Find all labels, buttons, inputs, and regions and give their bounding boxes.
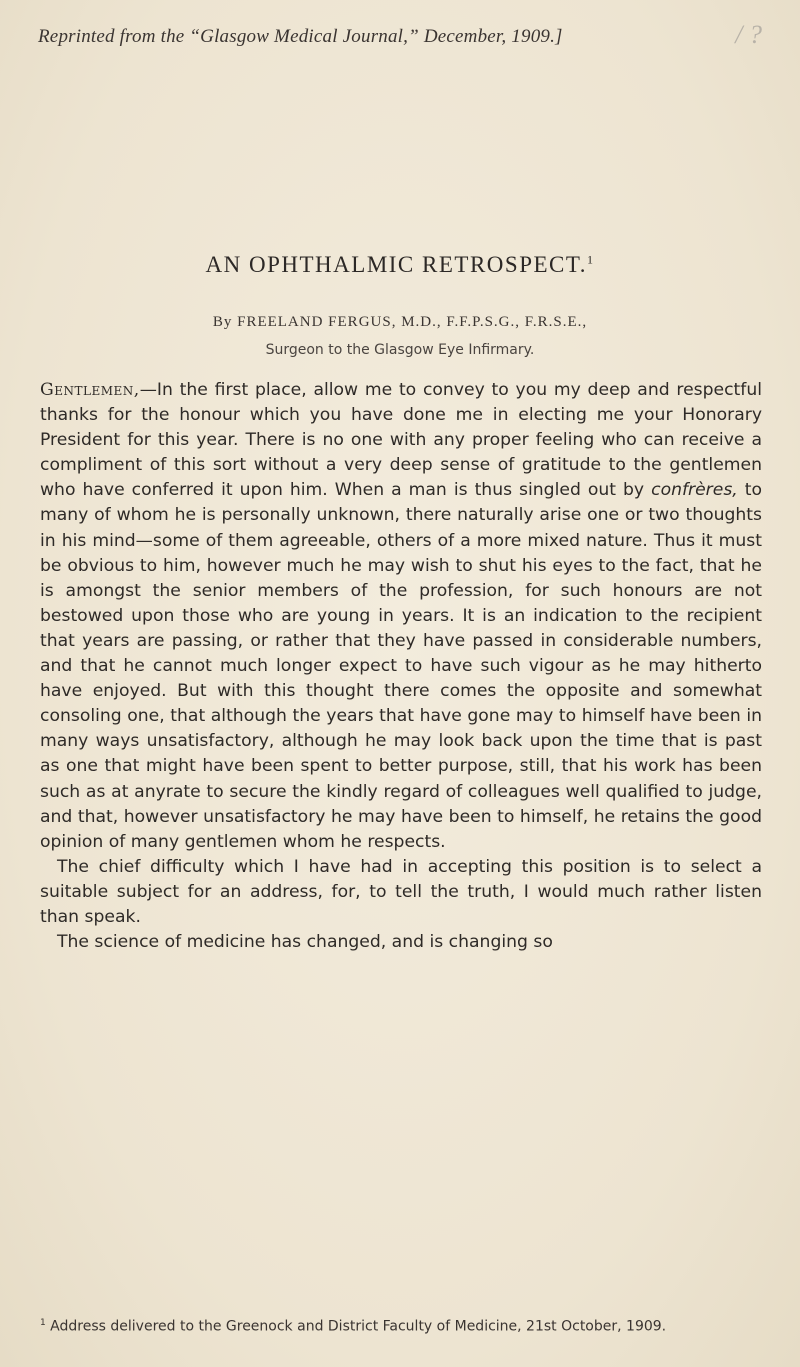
paragraph-2: The chief difficulty which I have had in accepting this position is to select a suitable subject for an address, for, to tell the truth, I would much rather listen than speak. [40, 856, 762, 927]
footnote-text: Address delivered to the Greenock and District Faculty of Medicine, 21st October, 1909. [45, 1318, 667, 1335]
title-footnote-marker: 1 [586, 252, 595, 267]
paragraph-1 [40, 378, 762, 855]
handwritten-corner-mark: / ? [735, 20, 762, 49]
paragraph-1-italic-term: confrères, [651, 480, 738, 501]
article-body [40, 378, 762, 955]
paragraph-3: The science of medicine has changed, and is changing so [57, 932, 553, 953]
article-title-text: AN OPHTHALMIC RETROSPECT. [205, 252, 587, 277]
salutation: Gentlemen, [40, 380, 140, 400]
paragraph-1-part-a: —In the first place, allow me to convey to you my deep and respectful thanks for the honour which you have done me in electing me your Honorary President for this year. There is no one with any proper feeling who can receive a compliment of this sort without a very deep sense of gratitude to the gentlemen who have conferred it upon him. When a man is thus singled out by [40, 380, 762, 501]
article-title [0, 252, 800, 278]
footnote-marker: 1 [40, 1318, 46, 1328]
author-byline: By FREELAND FERGUS, M.D., F.F.P.S.G., F.R.S.E., [212, 314, 588, 330]
footnote [40, 1314, 762, 1336]
paragraph-1-part-b: to many of whom he is personally unknown, there naturally arise one or two thoughts in his mind—some of them agreeable, others of a more mixed nature. Thus it must be obvious to him, however much he may wish to shut his eyes to the fact, that he is amongst the senior members of the profession, for such honours are not bestowed upon those who are young in years. It is an indication to the recipient that years are passing, or rather that they have passed in considerable numbers, and that he cannot much longer expect to have such vigour as he may hitherto have enjoyed. But with this thought there comes the opposite and somewhat consoling one, that although the years that have gone may to himself have been in many ways unsatisfactory, although he may look back upon the time that is past as one that might have been spent to better purpose, still, that his work has been such as at anyrate to secure the kindly regard of colleagues well qualified to judge, and that, however unsatisfactory he may have been to himself, he retains the good opinion of many gentlemen whom he respects. [40, 480, 763, 852]
reprint-note: Reprinted from the “Glasgow Medical Journal,” December, 1909.] [38, 26, 563, 47]
author-affiliation: Surgeon to the Glasgow Eye Infirmary. [265, 342, 535, 358]
